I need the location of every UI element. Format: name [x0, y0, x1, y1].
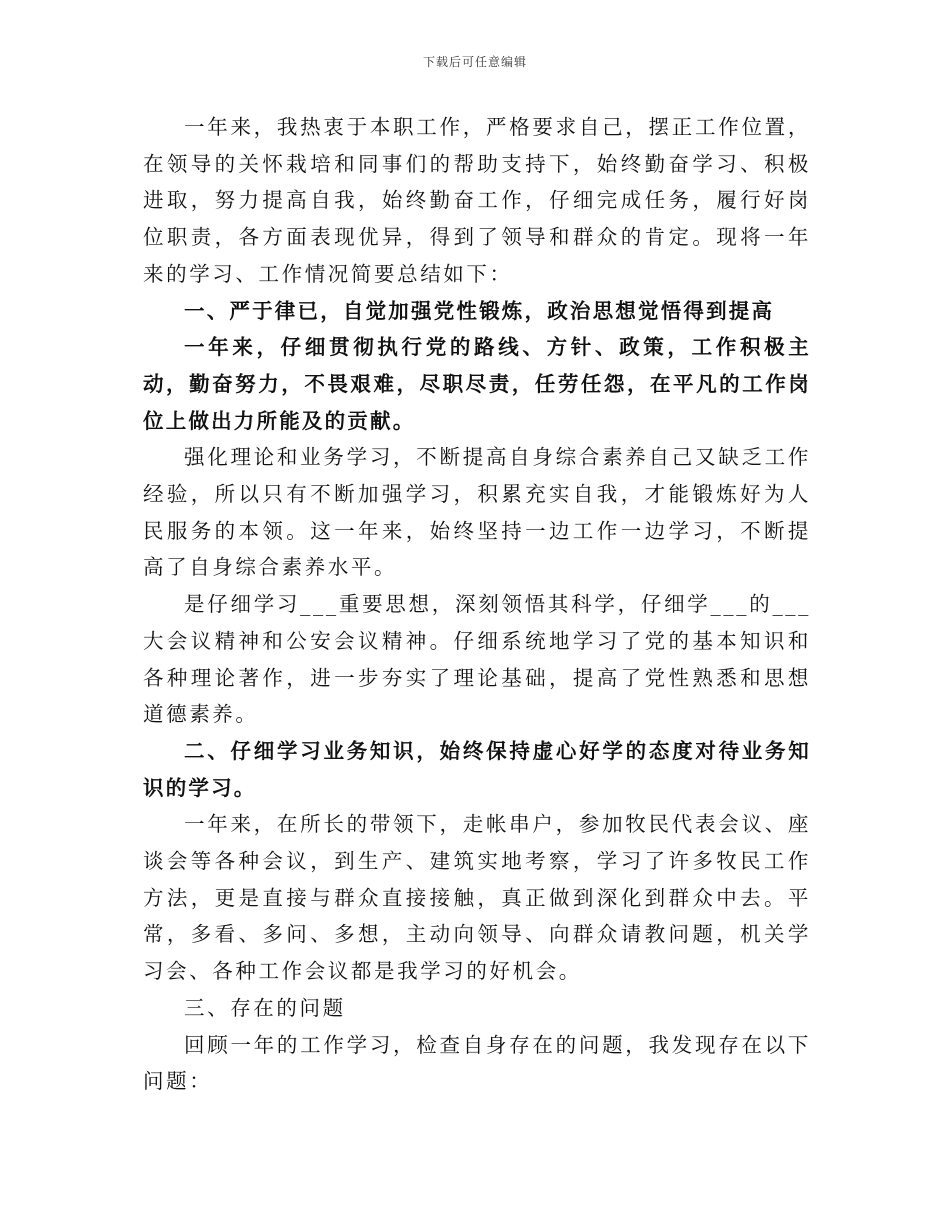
- section-heading-3: 三、存在的问题: [184, 995, 346, 1020]
- section-heading-2: 二、仔细学习业务知识，始终保持虚心好学的态度对待业务知识的学习。: [143, 738, 811, 800]
- page-header: 下载后可任意编辑: [422, 55, 527, 69]
- paragraph-bold-summary: 一年来，仔细贯彻执行党的路线、方针、政策，工作积极主动，勤奋努力，不畏艰难，尽职尽责，任劳任怨，在平凡的工作岗位上做出力所能及的贡献。: [143, 335, 811, 433]
- paragraph-problems: 回顾一年的工作学习，检查自身存在的问题，我发现存在以下问题：: [143, 1032, 811, 1094]
- section-heading-1: 一、严于律已，自觉加强党性锻炼，政治思想觉悟得到提高: [184, 298, 775, 323]
- document-body: [143, 109, 811, 1100]
- paragraph-fieldwork: 一年来，在所长的带领下，走帐串户，参加牧民代表会议、座谈会等各种会议，到生产、建筑实地考察，学习了许多牧民工作方法，更是直接与群众直接接触，真正做到深化到群众中去。平常，多看、多问、多想，主动向领导、向群众请教问题，机关学习会、各种工作会议都是我学习的好机会。: [143, 812, 811, 984]
- paragraph-intro: 一年来，我热衷于本职工作，严格要求自己，摆正工作位置，在领导的关怀栽培和同事们的帮助支持下，始终勤奋学习、积极进取，努力提高自我，始终勤奋工作，仔细完成任务，履行好岗位职责，各方面表现优异，得到了领导和群众的肯定。现将一年来的学习、工作情况简要总结如下：: [143, 115, 811, 286]
- paragraph-spirit-study: 是仔细学习___重要思想，深刻领悟其科学，仔细学___的___大会议精神和公安会议精神。仔细系统地学习了党的基本知识和各种理论著作，进一步夯实了理论基础，提高了党性熟悉和思想道德素养。: [143, 592, 811, 727]
- paragraph-theory-study: 强化理论和业务学习，不断提高自身综合素养自己又缺乏工作经验，所以只有不断加强学习，积累充实自我，才能锻炼好为人民服务的本领。这一年来，始终坚持一边工作一边学习，不断提高了自身综合素养水平。: [143, 445, 811, 580]
